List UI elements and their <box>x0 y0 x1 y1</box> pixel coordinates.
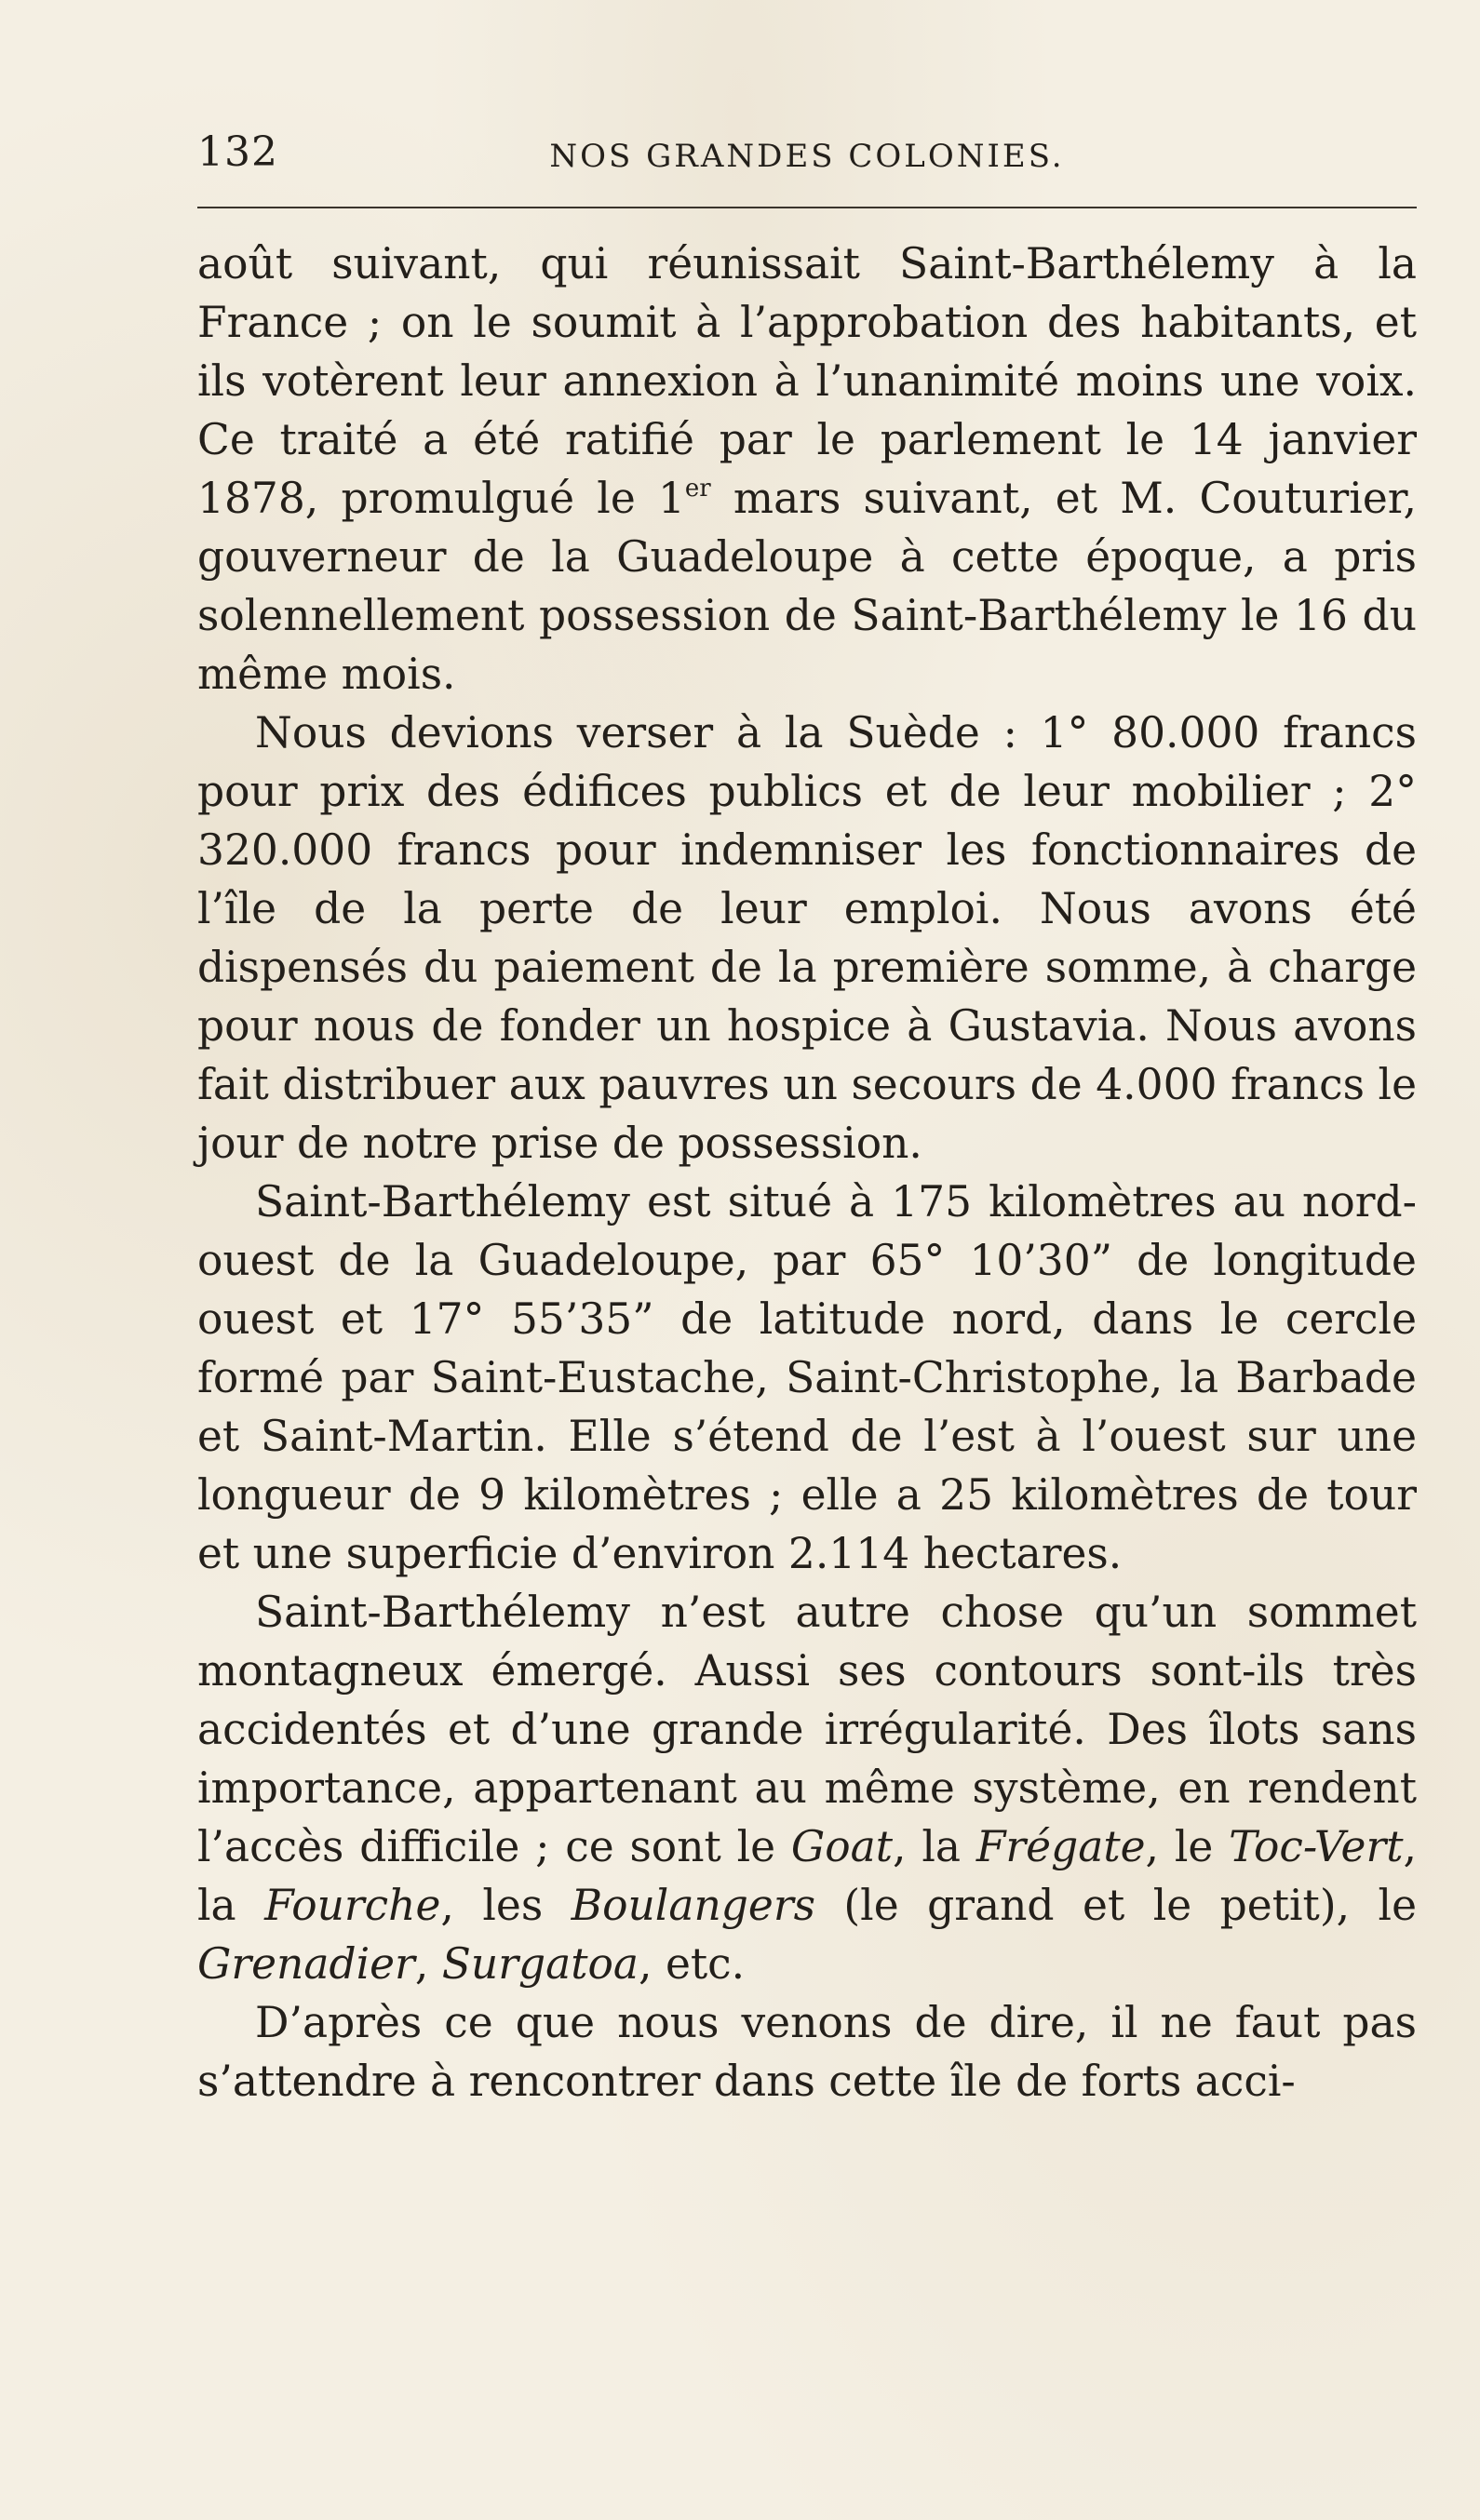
separator: , la <box>893 1822 976 1871</box>
islet-goat: Goat <box>790 1822 894 1871</box>
islet-fregate: Frégate <box>975 1822 1146 1871</box>
paragraph-4-intro: Saint-Barthélemy n’est autre chose qu’un sommet montagneux émergé. Aussi ses contours sont-ils très accidentés et d’une grande irrégularité. Des îlots sans importance, appartenant au même système, en rendent l’accès difficile ; ce sont le <box>197 1588 1417 1871</box>
page-number: 132 <box>197 128 278 176</box>
separator: , le <box>1145 1822 1230 1871</box>
separator: (le grand et le petit), le <box>814 1881 1417 1930</box>
paragraph-5: D’après ce que nous venons de dire, il ne faut pas s’attendre à rencontrer dans cette île de forts acci- <box>197 1998 1417 2106</box>
paragraph-3: Saint-Barthélemy est situé à 175 kilomètres au nord-ouest de la Guadeloupe, par 65° 10’30” de longitude ouest et 17° 55’35” de latitude nord, dans le cercle formé par Saint-Eustache, Saint-Christophe, la Barbade et Saint-Martin. Elle s’étend de l’est à l’ouest sur une longueur de 9 kilomètres ; elle a 25 kilomètres de tour et une superficie d’environ 2.114 hectares. <box>197 1177 1417 1578</box>
islet-fourche: Fourche <box>264 1881 441 1930</box>
separator: , les <box>440 1881 572 1930</box>
paragraph-4 <box>197 1583 1417 1993</box>
islet-toc-vert: Toc-Vert <box>1229 1822 1404 1871</box>
header-rule <box>197 207 1417 208</box>
paragraph-1-text-end: mars suivant, et M. Couturier, gouverneur de la Guadeloupe à cette époque, a pris solennellement possession de Saint-Barthélemy le 16 du même mois. <box>197 474 1417 699</box>
islet-boulangers: Boulangers <box>571 1881 815 1930</box>
ordinal-superscript: er <box>684 475 711 503</box>
separator: , <box>414 1939 442 1989</box>
page-header <box>197 128 1417 184</box>
islet-surgatoa: Surgatoa <box>441 1939 639 1989</box>
running-title: NOS GRANDES COLONIES. <box>549 138 1065 175</box>
paragraph-1 <box>197 235 1417 704</box>
paragraph-2: Nous devions verser à la Suède : 1° 80.000 francs pour prix des édifices publics et de leur mobilier ; 2° 320.000 francs pour indemniser les fonctionnaires de l’île de la perte de leur emploi. Nous avons été dispensés du paiement de la première somme, à charge pour nous de fonder un hospice à Gustavia. Nous avons fait distribuer aux pauvres un secours de 4.000 francs le jour de notre prise de possession. <box>197 708 1417 1168</box>
separator: , la <box>197 1822 1417 1930</box>
islet-grenadier: Grenadier <box>197 1939 415 1989</box>
paragraph-1-text: août suivant, qui réunissait Saint-Barthélemy à la France ; on le soumit à l’approbation des habitants, et ils votèrent leur annexion à l’unanimité moins une voix. Ce traité a été ratifié par le parlement le 14 janvier 1878, promulgué le 1 <box>197 239 1417 523</box>
body-text <box>197 235 1417 2111</box>
paragraph-4-ending: , etc. <box>639 1939 746 1989</box>
